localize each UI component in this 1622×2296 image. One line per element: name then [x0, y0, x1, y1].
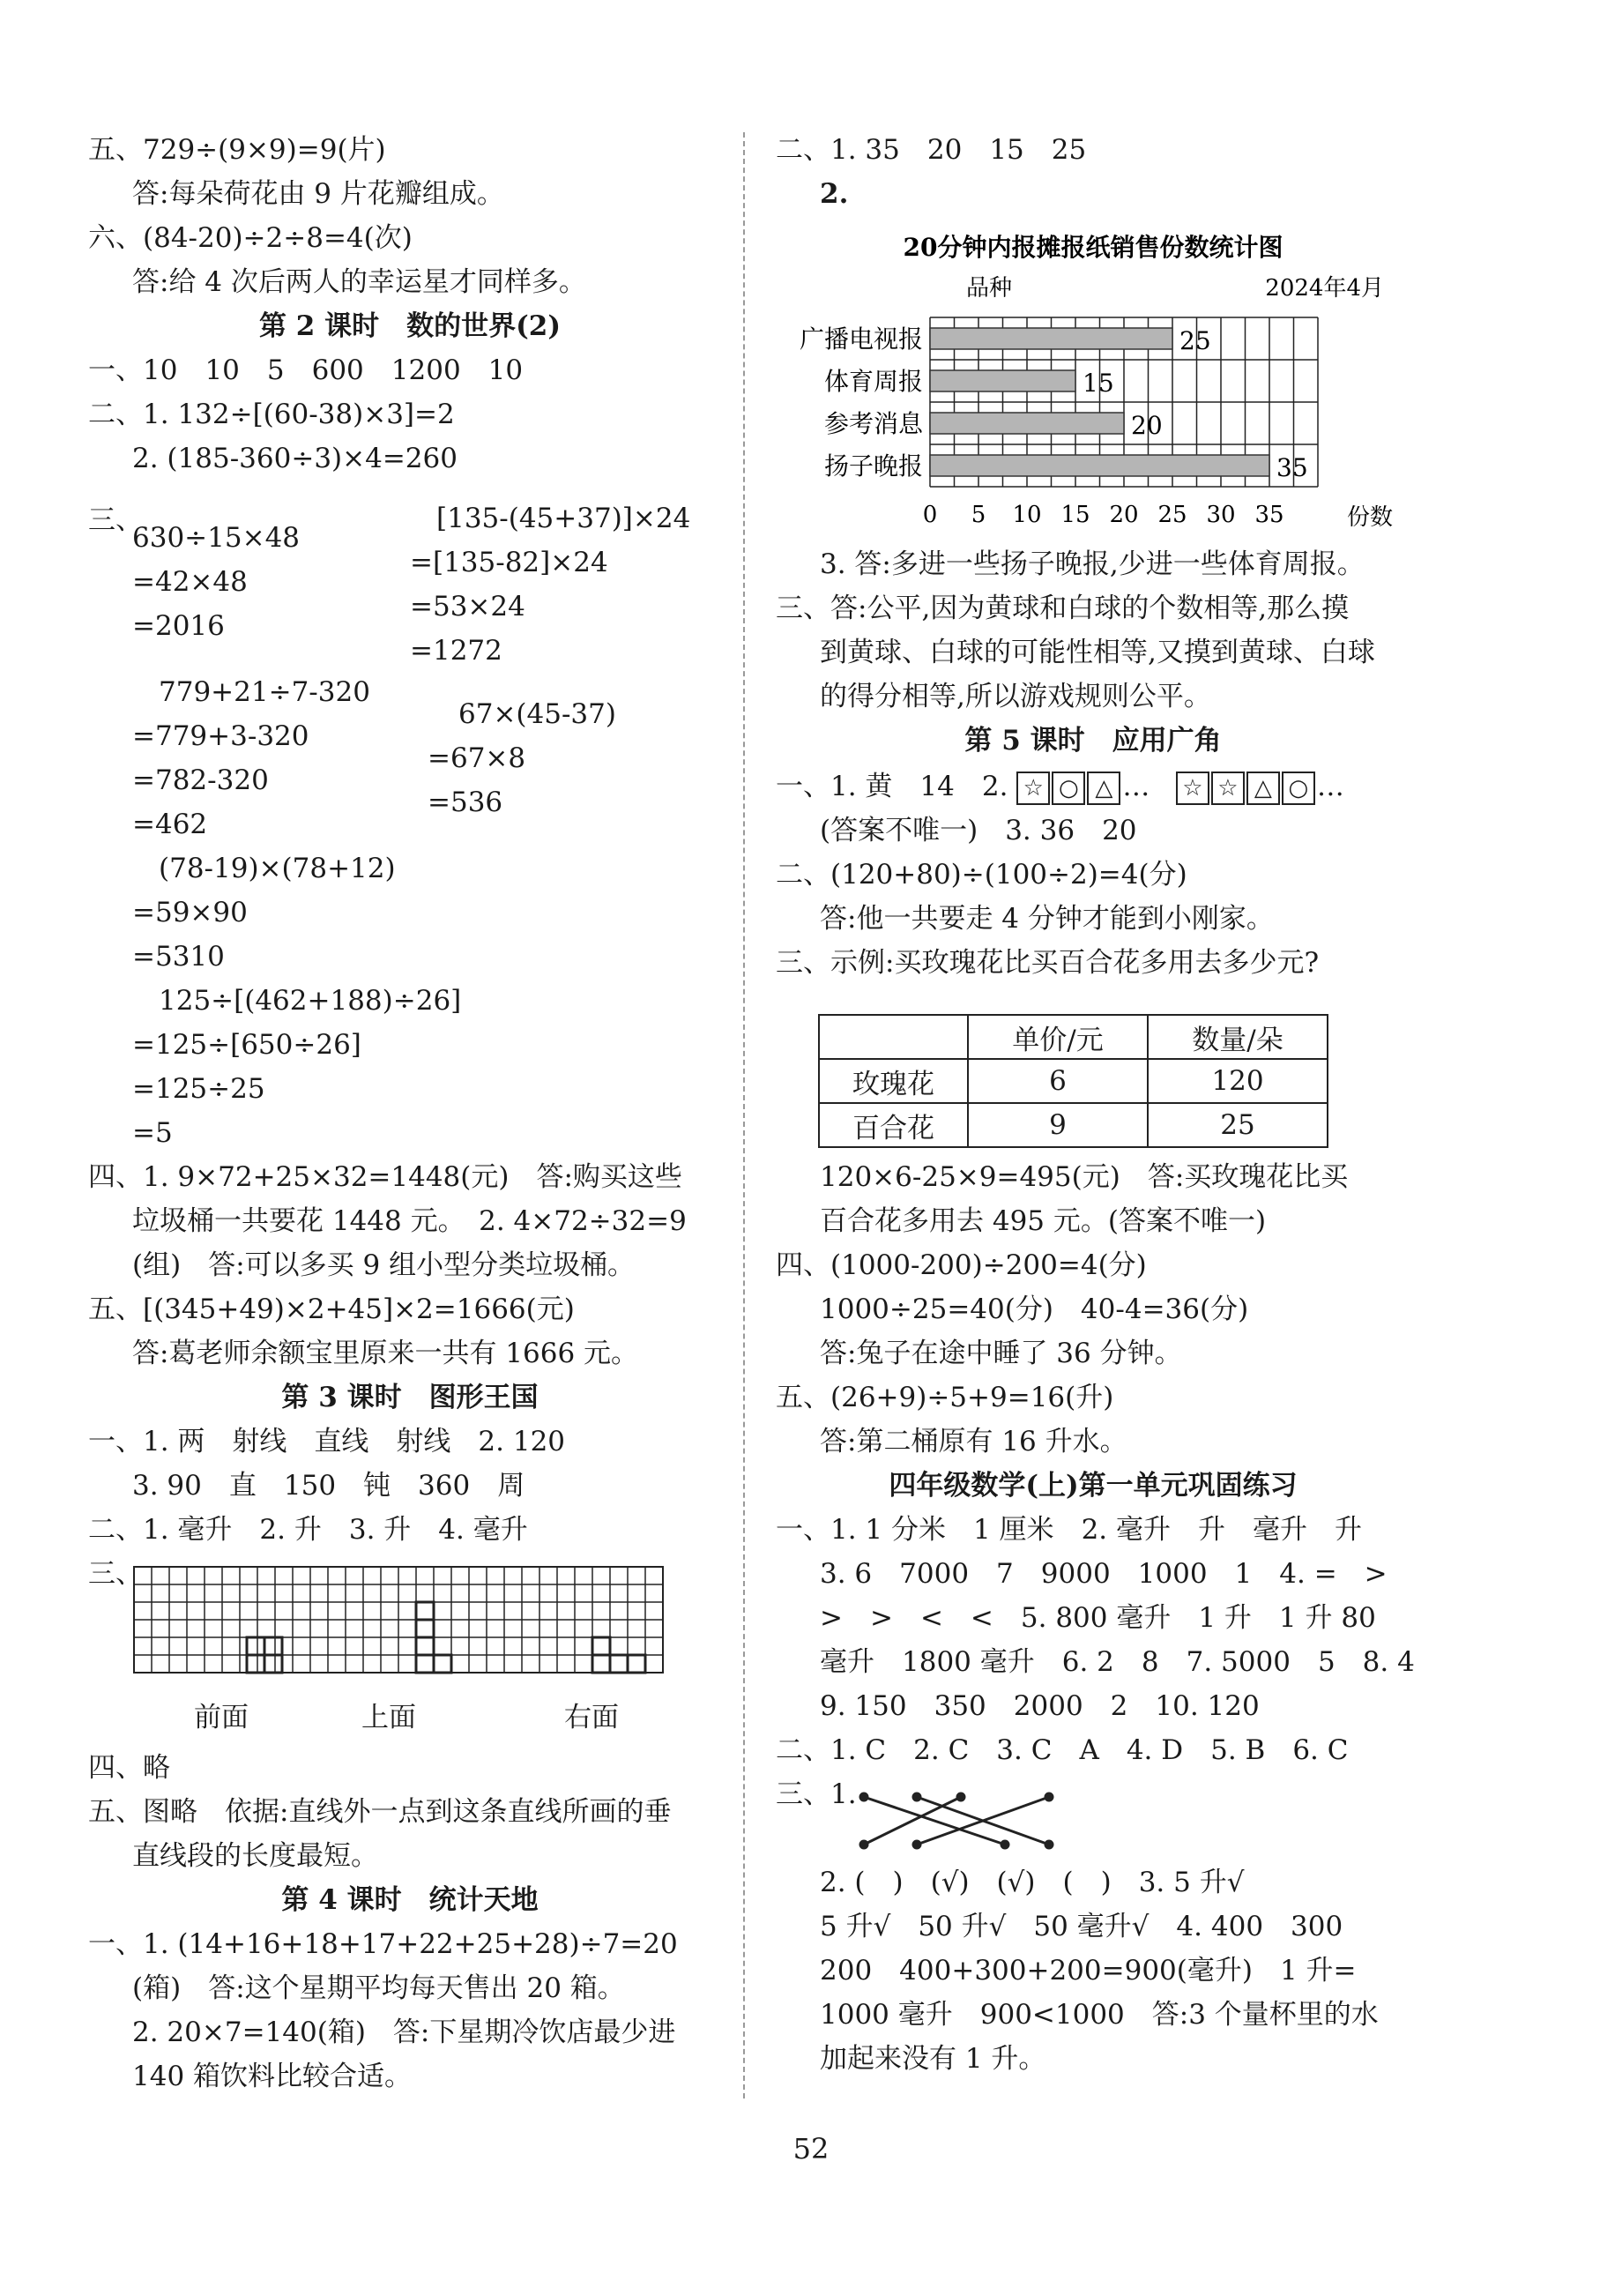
answer-line: (箱) 答:这个星期平均每天售出 20 箱。: [132, 1972, 625, 2004]
answer-line: 9. 150 350 2000 2 10. 120: [820, 1690, 1260, 1722]
calc-line: =67×8: [428, 742, 526, 774]
chart-data-label: 20: [1131, 411, 1163, 440]
chart-tick-label: 20: [1109, 502, 1139, 528]
chart-data-label: 35: [1276, 453, 1308, 482]
answer-line: 3. 答:多进一些扬子晚报,少进一些体育周报。: [820, 548, 1365, 580]
answer-line: 二、(120+80)÷(100÷2)=4(分): [776, 859, 1187, 891]
table-row: [819, 1059, 1328, 1103]
section-heading: 四年级数学(上)第一单元巩固练习: [889, 1470, 1298, 1502]
circle-shape: ○: [1282, 772, 1315, 805]
answer-line: > > < < 5. 800 毫升 1 升 1 升 80: [820, 1602, 1376, 1634]
table-cell: 6: [968, 1059, 1148, 1103]
chart-data-label: 15: [1083, 369, 1114, 398]
answer-line: 2. 20×7=140(箱) 答:下星期冷饮店最少进: [132, 2016, 676, 2048]
calc-line: =779+3-320: [132, 720, 309, 752]
answer-line: 答:第二桶原有 16 升水。: [820, 1426, 1127, 1457]
calc-line: =59×90: [132, 897, 248, 928]
triangle-shape: △: [1087, 772, 1120, 805]
answer-line: 1000÷25=40(分) 40-4=36(分): [820, 1293, 1249, 1325]
table-row: [819, 1103, 1328, 1147]
table-cell: 25: [1148, 1103, 1328, 1147]
answer-line: 一、1. (14+16+18+17+22+25+28)÷7=20: [88, 1928, 678, 1960]
answer-line: (组) 答:可以多买 9 组小型分类垃圾桶。: [132, 1249, 636, 1281]
chart-bar: [930, 455, 1269, 476]
chart-tick-label: 30: [1206, 502, 1236, 528]
answer-line: 五、729÷(9×9)=9(片): [88, 134, 386, 166]
star-shape: ☆: [1176, 772, 1209, 805]
answer-line: 200 400+300+200=900(毫升) 1 升=: [820, 1955, 1357, 1987]
grid-label-front: 前面: [194, 1702, 249, 1733]
calc-line: =[135-82]×24: [410, 547, 608, 578]
chart-date: 2024年4月: [1265, 275, 1384, 302]
section-heading: 第 3 课时 图形王国: [281, 1382, 539, 1413]
answer-line: 直线段的长度最短。: [132, 1840, 378, 1872]
answer-line: 3. 6 7000 7 9000 1000 1 4. = >: [820, 1558, 1388, 1590]
table-cell: 单价/元: [968, 1015, 1148, 1059]
table-cell: 数量/朵: [1148, 1015, 1328, 1059]
calc-line: =53×24: [410, 591, 525, 622]
answer-line: 答:每朵荷花由 9 片花瓣组成。: [132, 178, 504, 210]
answer-line: 三、答:公平,因为黄球和白球的个数相等,那么摸: [776, 593, 1350, 624]
chart-tick-label: 25: [1157, 502, 1187, 528]
table-cell: 百合花: [819, 1103, 968, 1147]
matching-lines: [855, 1790, 1067, 1852]
column-divider: [743, 132, 745, 2098]
answer-line: 五、图略 依据:直线外一点到这条直线所画的垂: [88, 1796, 672, 1828]
answer-line: 五、(26+9)÷5+9=16(升): [776, 1382, 1114, 1413]
calc-line: 779+21÷7-320: [159, 676, 370, 708]
calc-line: 67×(45-37): [458, 698, 616, 730]
chart-category-label: 广播电视报: [799, 324, 923, 354]
grid-label-top: 上面: [361, 1702, 416, 1733]
chart-tick-label: 0: [922, 502, 938, 528]
newspaper-sales-chart: [776, 229, 1410, 547]
answer-text: 一、1. 黄 14 2.: [776, 771, 1008, 802]
answer-line: 三、1.: [776, 1778, 857, 1810]
answer-line: 1000 毫升 900<1000 答:3 个量杯里的水: [820, 1999, 1379, 2031]
answer-line: 六、(84-20)÷2÷8=4(次): [88, 222, 413, 254]
answer-line: 5 升√ 50 升√ 50 毫升√ 4. 400 300: [820, 1911, 1343, 1942]
ellipsis: …: [1316, 771, 1344, 802]
answer-line: 答:他一共要走 4 分钟才能到小刚家。: [820, 903, 1274, 935]
answer-line: 三、: [88, 1558, 143, 1590]
chart-category-label: 参考消息: [823, 409, 923, 438]
calc-line: =1272: [410, 635, 502, 667]
answer-line: 2.: [820, 178, 849, 210]
table-cell: [819, 1015, 968, 1059]
answer-line: 二、1. C 2. C 3. C A 4. D 5. B 6. C: [776, 1734, 1349, 1766]
star-shape: ☆: [1211, 772, 1245, 805]
chart-ylabel: 品种: [965, 275, 1013, 302]
ellipsis: …: [1122, 771, 1150, 802]
answer-line: 四、略: [88, 1752, 170, 1784]
calc-line: =42×48: [132, 566, 248, 598]
answer-line: 四、1. 9×72+25×32=1448(元) 答:购买这些: [88, 1161, 682, 1193]
answer-line: 答:兔子在途中睡了 36 分钟。: [820, 1338, 1182, 1369]
chart-tick-label: 35: [1254, 502, 1284, 528]
table-cell: 120: [1148, 1059, 1328, 1103]
answer-line: 一、1. 1 分米 1 厘米 2. 毫升 升 毫升 升: [776, 1514, 1363, 1546]
calc-line: =462: [132, 809, 208, 840]
chart-bar: [930, 413, 1124, 434]
calc-line: =2016: [132, 610, 225, 642]
table-cell: 9: [968, 1103, 1148, 1147]
calc-line: =125÷[650÷26]: [132, 1029, 361, 1061]
calc-line: 125÷[(462+188)÷26]: [159, 985, 462, 1017]
answer-line: 2. ( ) (√) (√) ( ) 3. 5 升√: [820, 1867, 1245, 1898]
answer-line: 五、[(345+49)×2+45]×2=1666(元): [88, 1293, 575, 1325]
chart-xlabel: 份数: [1346, 504, 1393, 531]
answer-line: 三、示例:买玫瑰花比买百合花多用去多少元?: [776, 947, 1320, 979]
answer-line: 三、: [88, 504, 143, 536]
answer-line: 3. 90 直 150 钝 360 周: [132, 1470, 525, 1502]
chart-bar: [930, 328, 1172, 349]
table-cell: 玫瑰花: [819, 1059, 968, 1103]
answer-line: 百合花多用去 495 元。(答案不唯一): [820, 1205, 1267, 1237]
table-row: [819, 1015, 1328, 1059]
answer-line: 140 箱饮料比较合适。: [132, 2061, 413, 2092]
answer-line: [776, 769, 1344, 805]
section-heading: 第 4 课时 统计天地: [281, 1884, 539, 1916]
calc-line: =125÷25: [132, 1073, 265, 1105]
answer-line: 二、1. 毫升 2. 升 3. 升 4. 毫升: [88, 1514, 528, 1546]
calc-line: (78-19)×(78+12): [159, 853, 396, 884]
answer-line: 加起来没有 1 升。: [820, 2043, 1046, 2075]
answer-line: 四、(1000-200)÷200=4(分): [776, 1249, 1147, 1281]
star-shape: ☆: [1016, 772, 1050, 805]
answer-line: 垃圾桶一共要花 1448 元。 2. 4×72÷32=9: [132, 1205, 687, 1237]
answer-line: 答:葛老师余额宝里原来一共有 1666 元。: [132, 1338, 639, 1369]
grid-label-right: 右面: [564, 1702, 619, 1733]
calc-line: [135-(45+37)]×24: [436, 503, 691, 534]
answer-line: 答:给 4 次后两人的幸运星才同样多。: [132, 266, 586, 298]
calc-line: =782-320: [132, 764, 269, 796]
section-heading: 第 2 课时 数的世界(2): [258, 310, 562, 342]
view-grid: [132, 1565, 670, 1697]
calc-line: 630÷15×48: [132, 522, 301, 554]
answer-line: 毫升 1800 毫升 6. 2 8 7. 5000 5 8. 4: [820, 1646, 1415, 1678]
answer-line: 一、1. 两 射线 直线 射线 2. 120: [88, 1426, 566, 1457]
chart-tick-label: 10: [1012, 502, 1042, 528]
calc-line: =536: [428, 786, 503, 818]
calc-line: =5310: [132, 941, 225, 973]
calc-line: =5: [132, 1117, 173, 1149]
flower-price-table: [818, 1014, 1328, 1148]
answer-line: 二、1. 35 20 15 25: [776, 134, 1087, 166]
chart-tick-label: 15: [1060, 502, 1090, 528]
chart-category-label: 体育周报: [823, 367, 923, 396]
answer-line: 二、1. 132÷[(60-38)×3]=2: [88, 399, 455, 430]
section-heading: 第 5 课时 应用广角: [964, 725, 1222, 757]
answer-line: 2. (185-360÷3)×4=260: [132, 443, 458, 474]
answer-line: 到黄球、白球的可能性相等,又摸到黄球、白球: [820, 637, 1375, 668]
chart-title: 20分钟内报摊报纸销售份数统计图: [903, 233, 1283, 262]
chart-category-label: 扬子晚报: [823, 451, 923, 481]
answer-line: 一、10 10 5 600 1200 10: [88, 354, 524, 386]
answer-line: (答案不唯一) 3. 36 20: [820, 815, 1137, 846]
page-number: 52: [792, 2132, 830, 2166]
chart-bar: [930, 370, 1075, 391]
triangle-shape: △: [1246, 772, 1280, 805]
chart-data-label: 25: [1179, 326, 1211, 355]
answer-line: 的得分相等,所以游戏规则公平。: [820, 681, 1211, 712]
chart-tick-label: 5: [971, 502, 986, 528]
circle-shape: ○: [1052, 772, 1085, 805]
answer-line: 120×6-25×9=495(元) 答:买玫瑰花比买: [820, 1161, 1349, 1193]
